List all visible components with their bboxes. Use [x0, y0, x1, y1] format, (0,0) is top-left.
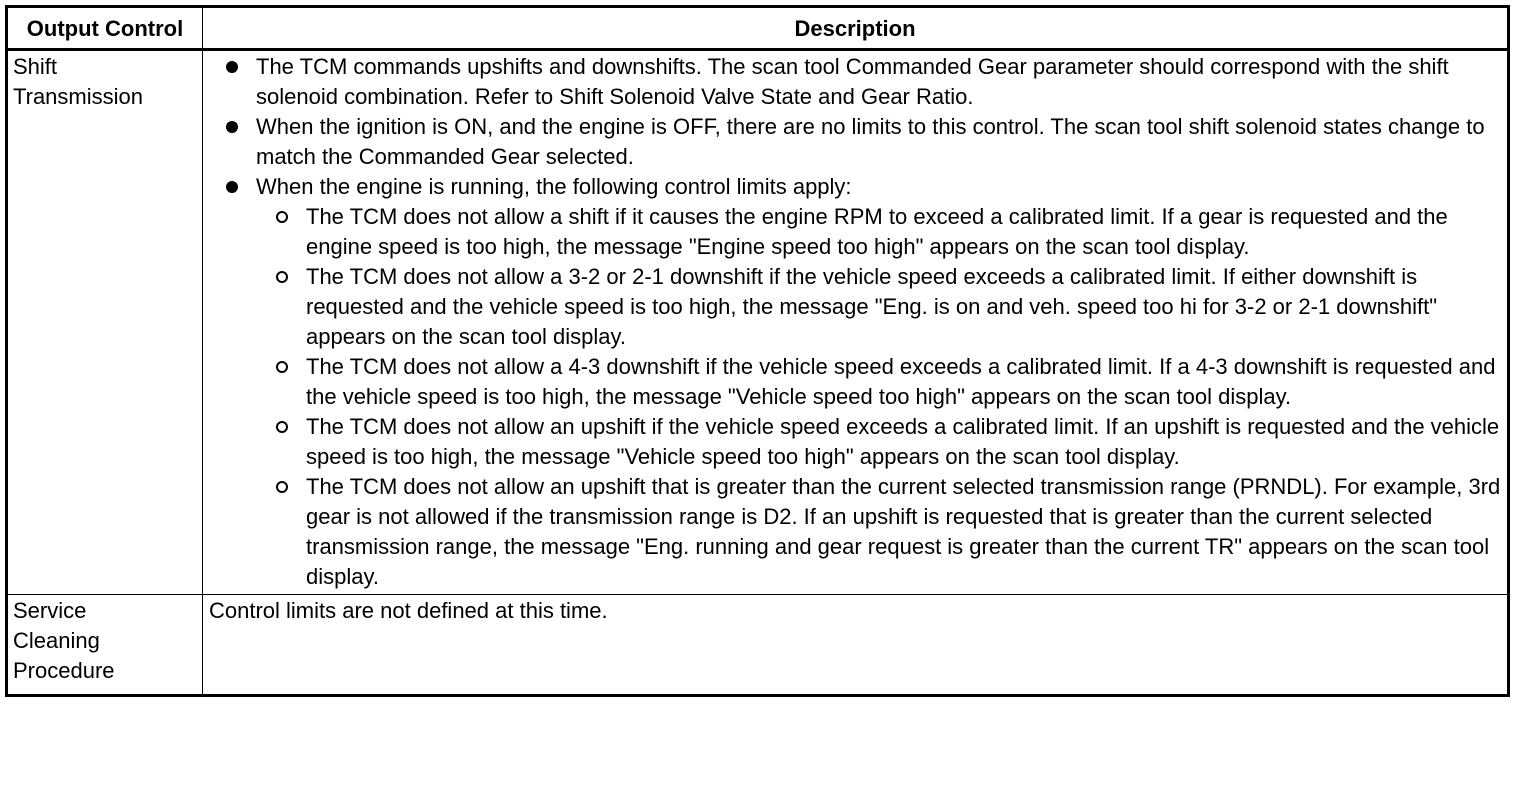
hollow-circle-icon	[276, 481, 288, 493]
row-description	[203, 50, 1509, 595]
sub-bullet-text: The TCM does not allow an upshift if the vehicle speed exceeds a calibrated limit. If an upshift is requested and the vehicle speed is too high, the message "Vehicle speed too high" appears on the scan tool display.	[306, 414, 1500, 469]
output-control-line: Service	[13, 598, 87, 623]
row-label-shift-transmission	[7, 50, 203, 595]
sub-list-item	[256, 472, 1503, 592]
sub-bullet-text: The TCM does not allow an upshift that is greater than the current selected transmission range (PRNDL). For example, 3rd gear is not allowed if the transmission range is D2. If an upshift is requested that is greater than the current selected transmission range, the message "Eng. running and gear request is greater than the current TR" appears on the scan tool display.	[306, 474, 1501, 589]
sub-bullet-list	[208, 202, 1503, 592]
filled-bullet-icon	[226, 181, 238, 193]
table-header-row	[7, 7, 1509, 50]
hollow-circle-icon	[276, 361, 288, 373]
sub-list-item	[256, 352, 1503, 412]
bullet-text: When the engine is running, the following control limits apply:	[256, 174, 852, 199]
hollow-circle-icon	[276, 211, 288, 223]
description-text: Control limits are not defined at this time.	[209, 598, 608, 623]
bullet-text: When the ignition is ON, and the engine is OFF, there are no limits to this control. The scan tool shift solenoid states change to match the Commanded Gear selected.	[256, 114, 1485, 169]
header-output-control: Output Control	[7, 7, 203, 50]
sub-bullet-text: The TCM does not allow a 4-3 downshift if the vehicle speed exceeds a calibrated limit. If a 4-3 downshift is requested and the vehicle speed is too high, the message "Vehicle speed too high" appears on the scan tool display.	[306, 354, 1496, 409]
sub-list-item	[256, 262, 1503, 352]
output-control-line: Cleaning	[13, 628, 100, 653]
sub-bullet-text: The TCM does not allow a 3-2 or 2-1 downshift if the vehicle speed exceeds a calibrated limit. If either downshift is requested and the vehicle speed is too high, the message "Eng. is on and veh. speed too hi for 3-2 or 2-1 downshift" appears on the scan tool display.	[306, 264, 1438, 349]
bullet-text: The TCM commands upshifts and downshifts. The scan tool Commanded Gear parameter should correspond with the shift solenoid combination. Refer to Shift Solenoid Valve State and Gear Ratio.	[256, 54, 1449, 109]
sub-list-item	[256, 412, 1503, 472]
table-row	[7, 595, 1509, 696]
bullet-list	[208, 52, 1503, 592]
output-control-table	[5, 5, 1510, 697]
filled-bullet-icon	[226, 61, 238, 73]
sub-list-item	[256, 202, 1503, 262]
filled-bullet-icon	[226, 121, 238, 133]
table-row	[7, 50, 1509, 595]
output-control-text: Shift Transmission	[13, 54, 143, 109]
hollow-circle-icon	[276, 271, 288, 283]
header-description: Description	[203, 7, 1509, 50]
row-description	[203, 595, 1509, 696]
sub-bullet-text: The TCM does not allow a shift if it causes the engine RPM to exceed a calibrated limit. If a gear is requested and the engine speed is too high, the message "Engine speed too high" appears on the scan tool display.	[306, 204, 1448, 259]
list-item	[208, 52, 1503, 112]
list-item	[208, 172, 1503, 592]
output-control-line: Procedure	[13, 658, 115, 683]
hollow-circle-icon	[276, 421, 288, 433]
row-label-service-cleaning-procedure	[7, 595, 203, 696]
list-item	[208, 112, 1503, 172]
